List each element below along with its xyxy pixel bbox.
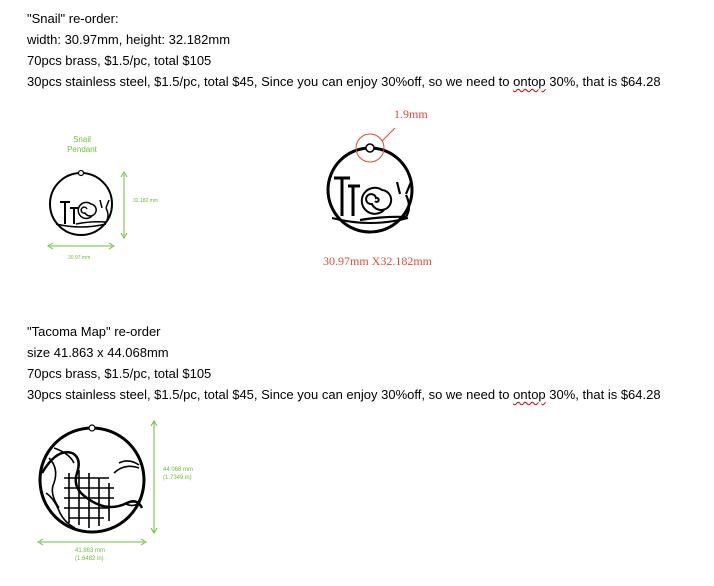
tacoma-width-in: (1.6482 in) [75, 556, 104, 562]
snail-size-label: 30.97mm X32.182mm [323, 254, 433, 268]
tacoma-brass-line: 70pcs brass, $1.5/pc, total $105 [27, 366, 212, 381]
tacoma-width-label [75, 547, 105, 563]
snail-title-line2: Pendant [67, 145, 97, 154]
snail-small-width-label: 30.97 mm [68, 255, 91, 261]
snail-title-line1: Snail [73, 135, 91, 144]
tacoma-height-mm: 44.068 mm [163, 467, 194, 473]
hole-size-label: 1.9mm [394, 107, 428, 121]
tacoma-steel-text-end: 30%, that is $64.28 [545, 387, 661, 402]
snail-steel-text: 30pcs stainless steel, $1.5/pc, total $45, Since you can enjoy 30%off, so we need to [27, 74, 514, 89]
snail-pendant-title [60, 135, 104, 155]
snail-small-drawing [44, 166, 164, 266]
snail-dimensions: width: 30.97mm, height: 32.182mm [27, 32, 231, 47]
snail-steel-text-end: 30%, that is $64.28 [545, 74, 661, 89]
snail-steel-line [27, 74, 661, 90]
snail-heading: "Snail" re-order: [27, 11, 119, 26]
tacoma-steel-line [27, 387, 661, 403]
snail-large-drawing [320, 128, 430, 238]
tacoma-map-drawing [34, 418, 164, 548]
tacoma-height-in: (1.7349 in) [163, 475, 192, 481]
tacoma-height-label [163, 466, 193, 482]
tacoma-heading: "Tacoma Map" re-order [27, 324, 161, 339]
spellcheck-word: ontop [513, 74, 546, 89]
tacoma-width-mm: 41.863 mm [75, 548, 106, 554]
tacoma-size: size 41.863 x 44.068mm [27, 345, 169, 360]
snail-brass-line: 70pcs brass, $1.5/pc, total $105 [27, 53, 212, 68]
snail-small-height-label: 32.182 mm [133, 198, 159, 204]
spellcheck-word: ontop [513, 387, 546, 402]
tacoma-steel-text: 30pcs stainless steel, $1.5/pc, total $45, Since you can enjoy 30%off, so we need to [27, 387, 514, 402]
